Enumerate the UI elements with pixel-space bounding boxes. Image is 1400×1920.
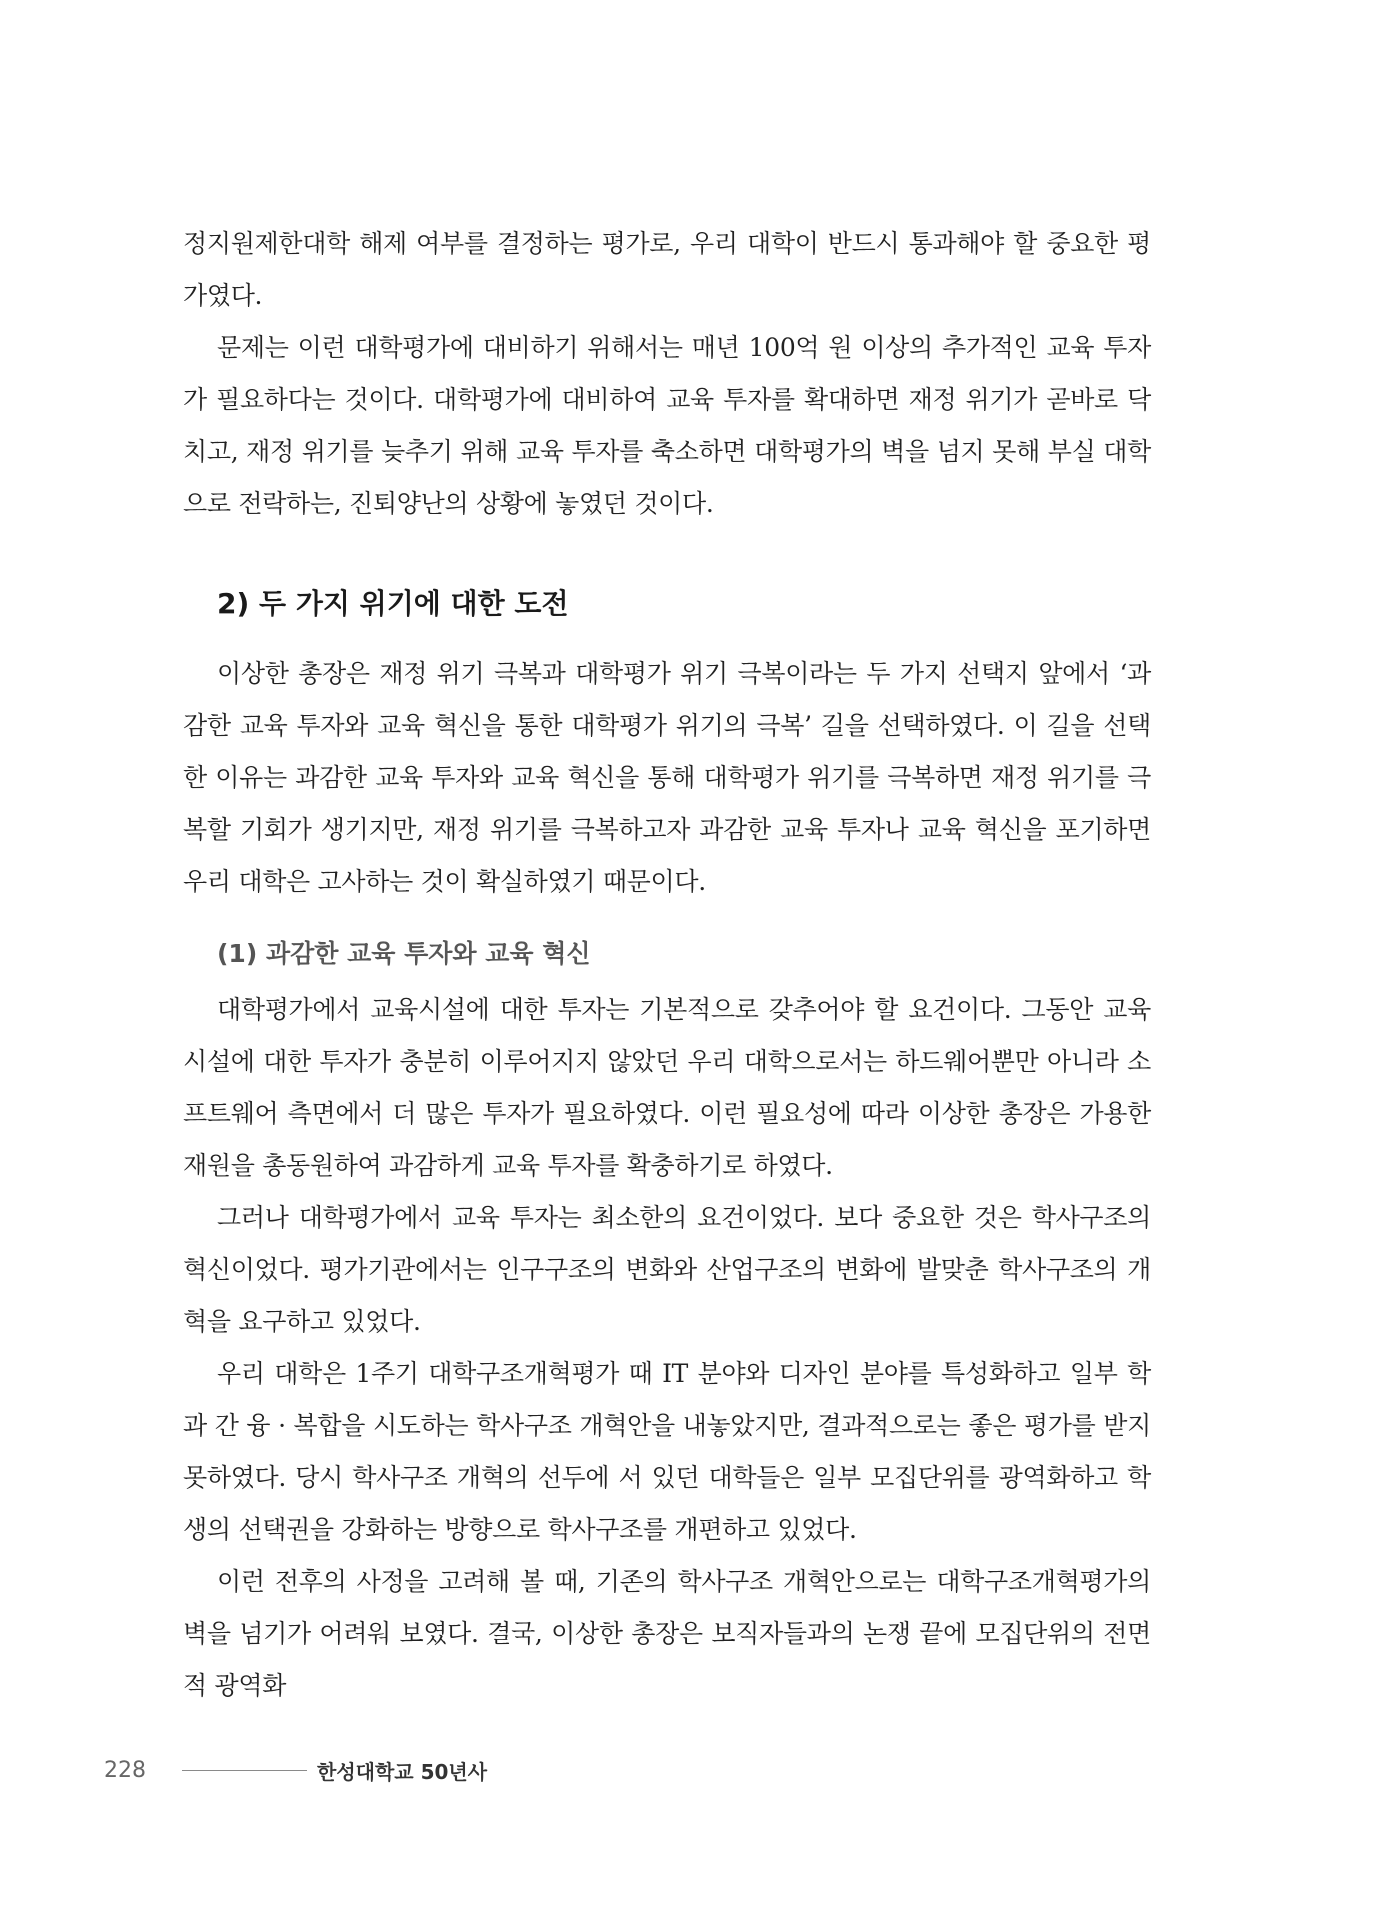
section-paragraph: 이상한 총장은 재정 위기 극복과 대학평가 위기 극복이라는 두 가지 선택지 앞에서 ‘과감한 교육 투자와 교육 혁신을 통한 대학평가 위기의 극복’ 길을 선택하였다. 이 길을 선택한 이유는 과감한 교육 투자와 교육 혁신을 통해 대학평가 위기를 극복하면 재정 위기를 극복할 기회가 생기지만, 재정 위기를 극복하고자 과감한 교육 투자나 교육 혁신을 포기하면 우리 대학은 고사하는 것이 확실하였기 때문이다. xyxy=(183,659,1151,896)
footer-divider xyxy=(182,1770,307,1771)
subsection-paragraph: 그러나 대학평가에서 교육 투자는 최소한의 요건이었다. 보다 중요한 것은 학사구조의 혁신이었다. 평가기관에서는 인구구조의 변화와 산업구조의 변화에 발맞춘 학사구조의 개혁을 요구하고 있었다. xyxy=(183,1203,1151,1336)
subsection-paragraph: 대학평가에서 교육시설에 대한 투자는 기본적으로 갖추어야 할 요건이다. 그동안 교육시설에 대한 투자가 충분히 이루어지지 않았던 우리 대학으로서는 하드웨어뿐만 아니라 소프트웨어 측면에서 더 많은 투자가 필요하였다. 이런 필요성에 따라 이상한 총장은 가용한 재원을 총동원하여 과감하게 교육 투자를 확충하기로 하였다. xyxy=(183,995,1151,1180)
subsection-paragraph: 우리 대학은 1주기 대학구조개혁평가 때 IT 분야와 디자인 분야를 특성화하고 일부 학과 간 융 · 복합을 시도하는 학사구조 개혁안을 내놓았지만, 결과적으로는 좋은 평가를 받지 못하였다. 당시 학사구조 개혁의 선두에 서 있던 대학들은 일부 모집단위를 광역화하고 학생의 선택권을 강화하는 방향으로 학사구조를 개편하고 있었다. xyxy=(183,1359,1151,1544)
subsection-paragraph: 이런 전후의 사정을 고려해 볼 때, 기존의 학사구조 개혁안으로는 대학구조개혁평가의 벽을 넘기가 어려워 보였다. 결국, 이상한 총장은 보직자들과의 논쟁 끝에 모집단위의 전면적 광역화 xyxy=(183,1567,1151,1700)
page-number: 228 xyxy=(104,1757,146,1783)
main-text-column xyxy=(183,218,1151,1712)
page-footer xyxy=(104,1752,487,1788)
book-title: 한성대학교 50년사 xyxy=(317,1759,488,1784)
intro-paragraph: 문제는 이런 대학평가에 대비하기 위해서는 매년 100억 원 이상의 추가적인 교육 투자가 필요하다는 것이다. 대학평가에 대비하여 교육 투자를 확대하면 재정 위기가 곧바로 닥치고, 재정 위기를 늦추기 위해 교육 투자를 축소하면 대학평가의 벽을 넘지 못해 부실 대학으로 전락하는, 진퇴양난의 상황에 놓였던 것이다. xyxy=(183,333,1151,518)
subsection-heading: (1) 과감한 교육 투자와 교육 혁신 xyxy=(217,939,591,968)
continued-paragraph: 정지원제한대학 해제 여부를 결정하는 평가로, 우리 대학이 반드시 통과해야 할 중요한 평가였다. xyxy=(183,229,1151,310)
section-heading: 2) 두 가지 위기에 대한 도전 xyxy=(217,587,569,620)
